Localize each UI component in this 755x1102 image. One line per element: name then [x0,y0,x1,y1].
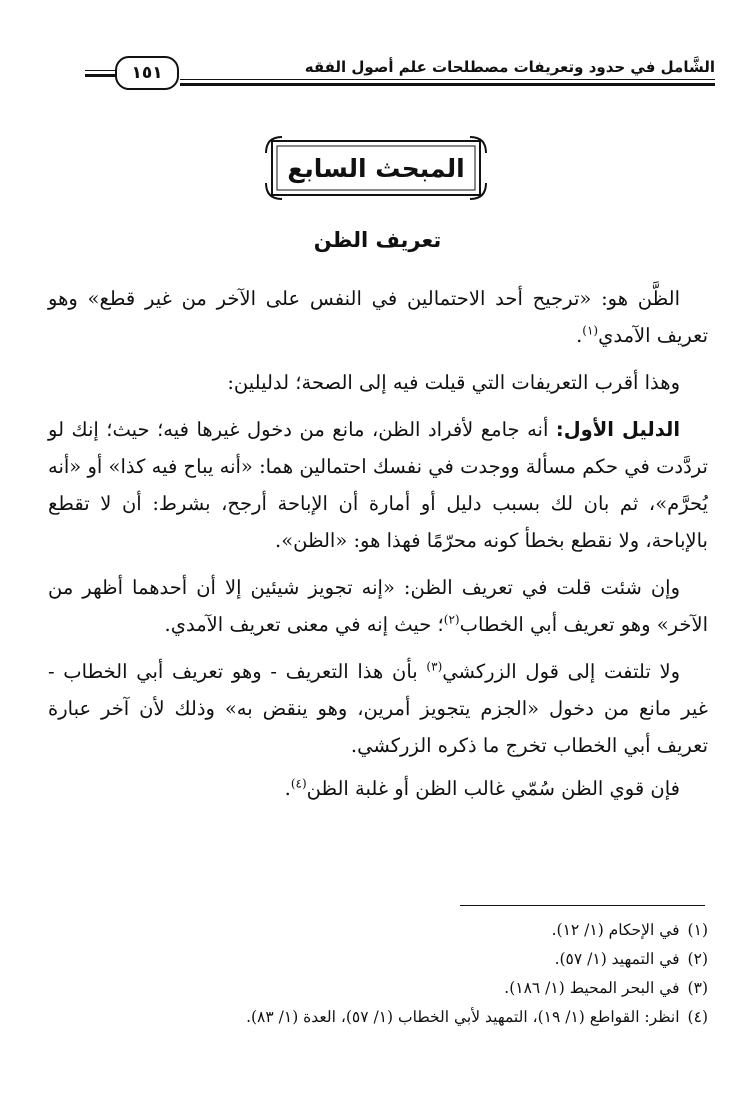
footnote [48,916,708,945]
section-heading-frame [262,133,490,203]
paragraph-text: وهذا أقرب التعريفات التي قيلت فيه إلى الصحة؛ لدليلين: [227,371,680,394]
paragraph-tail: . [576,324,583,347]
paragraph-text: فإن قوي الظن سُمّي غالب الظن أو غلبة الظن [306,777,680,800]
page-number: ١٥١ [115,56,179,90]
footnote-number: (٤) [687,1008,708,1026]
footnote-separator [460,905,705,906]
paragraph-text: أنه جامع لأفراد الظن، مانع من دخول غيرها فيه؛ حيث؛ إنك لو تردَّدت في حكم مسألة ووجدت في نفسك احتمالين هما: «أنه يباح فيه كذا» أو «أنه يُحرَّم»، ثم بان لك بسبب دليل أو أمارة أن الإباحة أرجح، بشرط: أن لا تقطع بالإباحة، ولا نقطع بخطأ كونه محرّمًا فهذا هو: «الظن». [48,418,708,552]
paragraph-tail: . [284,777,291,800]
footnote-ref[interactable]: (٣) [426,659,443,674]
paragraph-tail: بأن هذا التعريف - وهو تعريف أبي الخطاب - غير مانع من دخول «الجزم يتجويز أمرين، وهو ينقض به» وذلك لأن آخر عبارة تعريف أبي الخطاب تخرج ما ذكره الزركشي. [48,660,708,757]
paragraph [48,411,708,559]
body-text [48,280,708,817]
paragraph [48,653,708,764]
header-rule-left-thick [85,74,117,77]
section-subtitle: تعريف الظن [313,228,442,252]
header-rule-left [85,70,117,71]
paragraph-text: الظَّن هو: «ترجيح أحد الاحتمالين في النفس على الآخر من غير قطع» وهو تعريف الآمدي [48,287,708,347]
running-header [85,52,715,90]
paragraph-lead: الدليل الأول: [555,418,680,441]
footnotes [48,916,708,1032]
footnote-ref[interactable]: (١) [582,323,599,338]
footnote-number: (٣) [687,979,708,997]
paragraph [48,280,708,354]
footnote [48,1003,708,1032]
paragraph-text: وإن شئت قلت في تعريف الظن: «إنه تجويز شيئين إلا أن أحدهما أظهر من الآخر» وهو تعريف أبي الخطاب [48,576,708,636]
paragraph [48,569,708,643]
header-rule-thick [180,83,715,86]
paragraph [48,770,708,807]
footnote [48,945,708,974]
footnote-number: (٢) [687,950,708,968]
footnote-ref[interactable]: (٢) [443,612,460,627]
footnote-text: في الإحكام (١/ ١٢). [551,921,680,939]
footnote-number: (١) [687,921,708,939]
section-heading: المبحث السابع [287,153,465,183]
footnote-text: في التمهيد (١/ ٥٧). [554,950,680,968]
header-rule [180,79,715,80]
footnote-text: في البحر المحيط (١/ ١٨٦). [504,979,680,997]
footnote-ref[interactable]: (٤) [290,776,307,791]
paragraph-text: ولا تلتفت إلى قول الزركشي [442,660,680,683]
footnote [48,974,708,1003]
book-title: الشَّامل في حدود وتعريفات مصطلحات علم أصول الفقه [304,58,715,76]
paragraph-tail: ؛ حيث إنه في معنى تعريف الآمدي. [164,613,444,636]
footnote-text: انظر: القواطع (١/ ١٩)، التمهيد لأبي الخطاب (١/ ٥٧)، العدة (١/ ٨٣). [246,1008,680,1026]
paragraph [48,364,708,401]
